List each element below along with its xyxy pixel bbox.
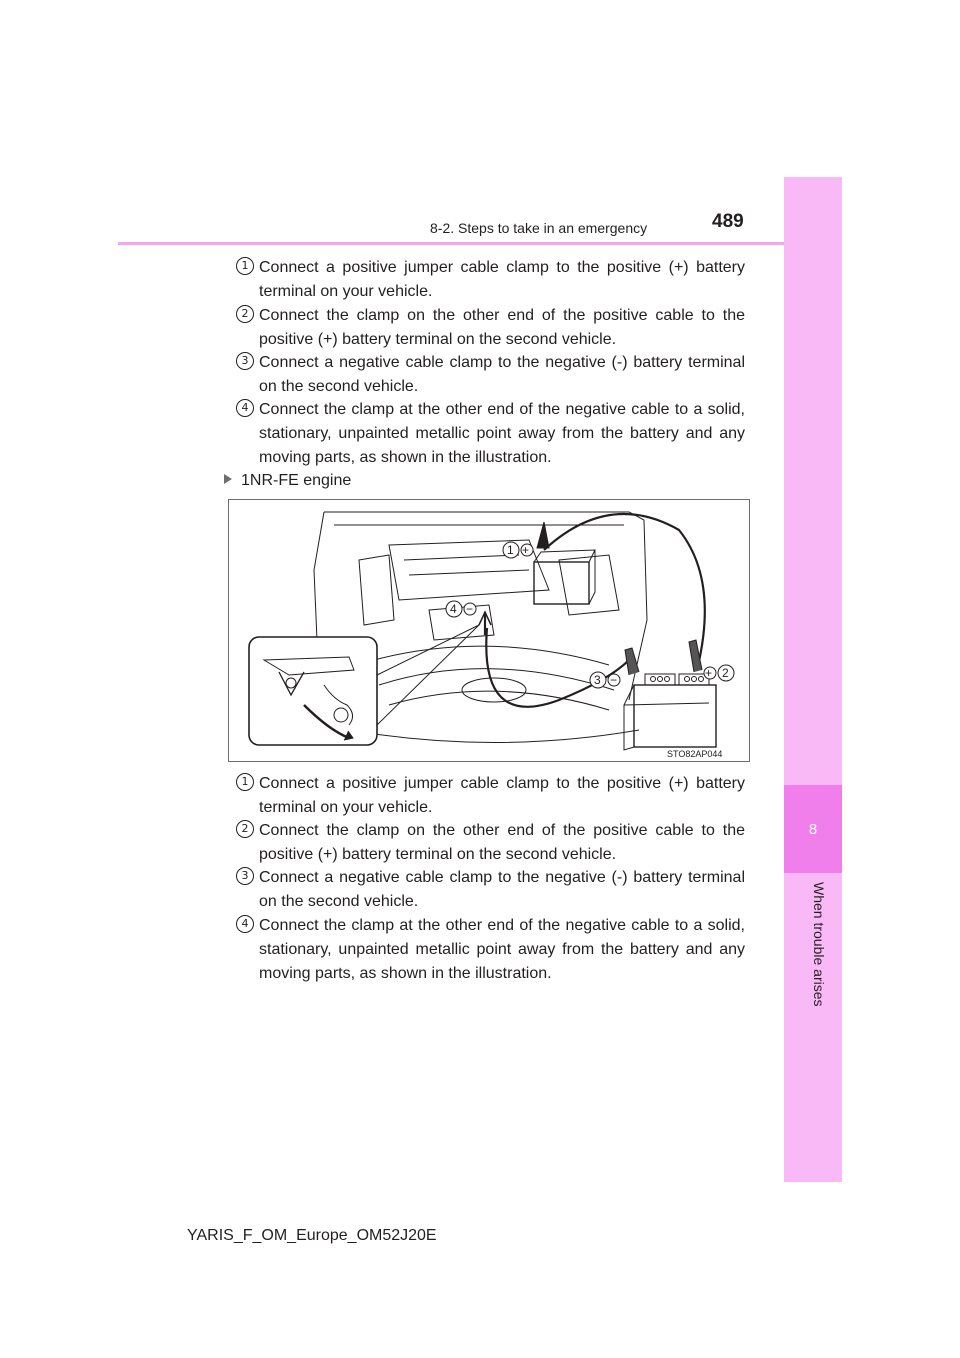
step-number-icon: 4	[236, 399, 254, 417]
step-text: Connect the clamp on the other end of the positive cable to the positive (+) battery terminal on the second vehicle.	[259, 307, 745, 348]
section-title: 8-2. Steps to take in an emergency	[430, 220, 648, 236]
step-number-icon: 4	[236, 915, 254, 933]
step-text: Connect a negative cable clamp to the negative (-) battery terminal on the second vehicle.	[259, 354, 745, 395]
step-text: Connect the clamp on the other end of the positive cable to the positive (+) battery terminal on the second vehicle.	[259, 822, 745, 863]
engine-heading	[224, 472, 351, 490]
step-number-icon: 2	[236, 305, 254, 323]
callout-4: 4	[450, 602, 457, 616]
page-number: 489	[712, 211, 744, 232]
step-text: Connect a negative cable clamp to the negative (-) battery terminal on the second vehicle.	[259, 869, 745, 910]
engine-label: 1NR-FE engine	[241, 472, 352, 489]
document-code: YARIS_F_OM_Europe_OM52J20E	[187, 1227, 437, 1244]
step-number-icon: 1	[236, 773, 254, 791]
header-rule	[118, 242, 840, 245]
chapter-number: 8	[808, 821, 818, 838]
step-text: Connect the clamp at the other end of the negative cable to a solid, stationary, unpainted metallic point away from the battery and any moving parts, as shown in the illustration.	[259, 401, 745, 466]
callout-1-plus: +	[522, 543, 530, 557]
step-text: Connect the clamp at the other end of the negative cable to a solid, stationary, unpainted metallic point away from the battery and any moving parts, as shown in the illustration.	[259, 917, 745, 982]
callout-3: 3	[594, 673, 601, 687]
step-number-icon: 2	[236, 820, 254, 838]
callout-3-minus: −	[610, 673, 618, 687]
step-text: Connect a positive jumper cable clamp to the positive (+) battery terminal on your vehicle.	[259, 259, 745, 300]
jump-start-illustration	[228, 499, 750, 762]
step-number-icon: 3	[236, 867, 254, 885]
callout-4-minus: −	[466, 602, 474, 616]
callout-2: 2	[722, 666, 729, 680]
chapter-title: When trouble arises	[811, 882, 827, 1007]
callout-2-plus: +	[705, 666, 713, 680]
figure-code: STO82AP044	[667, 749, 723, 759]
step-text: Connect a positive jumper cable clamp to the positive (+) battery terminal on your vehicle.	[259, 775, 745, 816]
step-number-icon: 3	[236, 352, 254, 370]
triangle-bullet-icon	[224, 474, 232, 484]
step-number-icon: 1	[236, 257, 254, 275]
callout-1: 1	[507, 543, 514, 557]
engine-bay-drawing	[229, 500, 750, 762]
